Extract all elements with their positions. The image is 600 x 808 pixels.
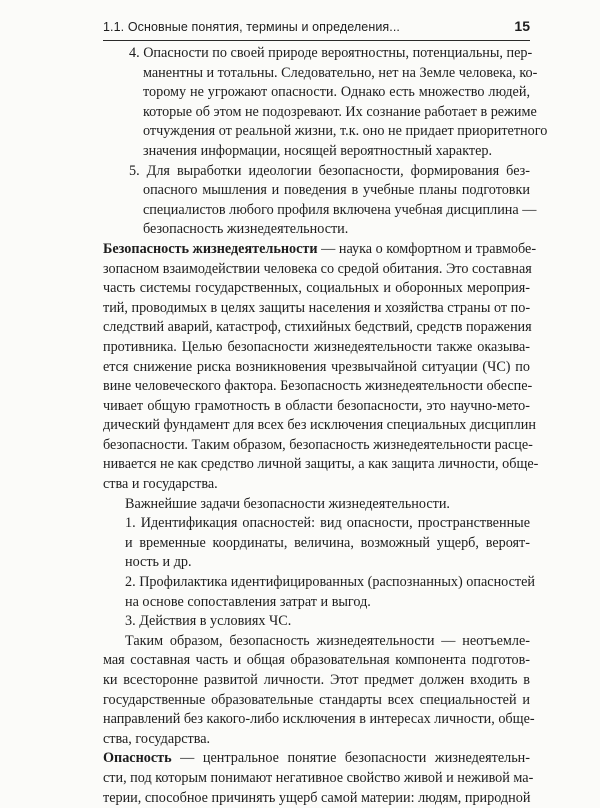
text-line: опасного мышления и поведения в учебные планы подготовки	[143, 182, 530, 199]
text-line: специалистов любого профиля включена учебная дисциплина —	[143, 201, 537, 218]
text-fragment: — центральное понятие безопасности жизнедеятельн-	[180, 750, 530, 767]
text-line: Таким образом, безопасность жизнедеятельности — неотъемле-	[125, 632, 530, 649]
text-line	[103, 240, 537, 260]
text-line: которые об этом не подозревают. Их сознание работает в режиме	[143, 103, 537, 120]
term-danger: Опасность	[103, 750, 172, 767]
text-line: безопасности. Таким образом, безопасность жизнедеятельности расце-	[103, 436, 533, 453]
text-line: тий, проводимых в целях защиты населения и хозяйства страны от по-	[103, 299, 531, 316]
page-number: 15	[514, 18, 530, 34]
text-line: часть системы государственных, социальных и оборонных мероприя-	[103, 280, 530, 297]
text-line: 5. Для выработки идеологии безопасности, формирования без-	[129, 162, 530, 179]
text-line: манентны и тотальны. Следовательно, нет на Земле человека, ко-	[143, 64, 538, 81]
text-line: ства и государства.	[103, 476, 218, 493]
text-line: торому не угрожают опасности. Однако есть множество людей,	[143, 84, 530, 101]
text-line: ность и др.	[125, 554, 192, 571]
text-line: 4. Опасности по своей природе вероятностны, потенциальны, пер-	[129, 45, 533, 61]
text-line: значения информации, носящей вероятностный характер.	[143, 142, 493, 159]
text-line: 3. Действия в условиях ЧС.	[125, 613, 292, 630]
text-line: дический фундамент для всех без исключения специальных дисциплин	[103, 417, 536, 434]
text-line: государственные образовательные стандарты всех специальностей и	[103, 691, 530, 708]
text-line: ки всесторонне развитой личности. Этот предмет должен входить в	[103, 672, 530, 688]
text-line: Важнейшие задачи безопасности жизнедеятельности.	[125, 495, 450, 512]
text-line: 2. Профилактика идентифицированных (распознанных) опасностей	[125, 574, 536, 591]
text-line: терии, способное причинять ущерб самой материи: людям, природной	[103, 789, 531, 806]
text-line: следствий аварий, катастроф, стихийных бедствий, средств поражения	[103, 319, 532, 336]
text-line: зопасном взаимодействии человека со средой обитания. Это составная	[103, 260, 532, 277]
running-title: 1.1. Основные понятия, термины и определения...	[103, 20, 400, 34]
term-bzd: Безопасность жизнедеятельности	[103, 240, 318, 257]
text-line: сти, под которым понимают негативное свойство живой и неживой ма-	[103, 769, 534, 786]
text-line: направлений без какого-либо исключения в интересах личности, обще-	[103, 711, 535, 728]
text-line: противника. Целью безопасности жизнедеятельности также оказыва-	[103, 338, 530, 355]
page-body	[103, 44, 548, 808]
text-line: отчуждения от реальной жизни, т.к. оно не придает приоритетного	[143, 123, 548, 140]
text-line: на основе сопоставления затрат и выгод.	[125, 593, 371, 610]
text-line: чивает общую грамотность в области безопасности, это научно-мето-	[103, 397, 530, 414]
text-line: ства, государства.	[103, 730, 211, 747]
text-line: безопасность жизнедеятельности.	[143, 221, 349, 238]
text-line	[103, 749, 530, 769]
text-line: ется снижение риска возникновения чрезвычайной ситуации (ЧС) по	[103, 358, 530, 375]
text-line: мая составная часть и общая образовательная компонента подготов-	[103, 652, 530, 669]
text-line: 1. Идентификация опасностей: вид опасности, пространственные	[125, 515, 530, 532]
text-fragment: — наука о комфортном и травмобе-	[321, 240, 537, 257]
text-line: нивается не как средство личной защиты, а как защита личности, обще-	[103, 456, 539, 473]
text-line: и временные координаты, величина, возможный ущерб, вероят-	[125, 534, 530, 551]
text-line: вине человеческого фактора. Безопасность жизнедеятельности обеспе-	[103, 378, 533, 395]
running-header	[103, 18, 530, 41]
